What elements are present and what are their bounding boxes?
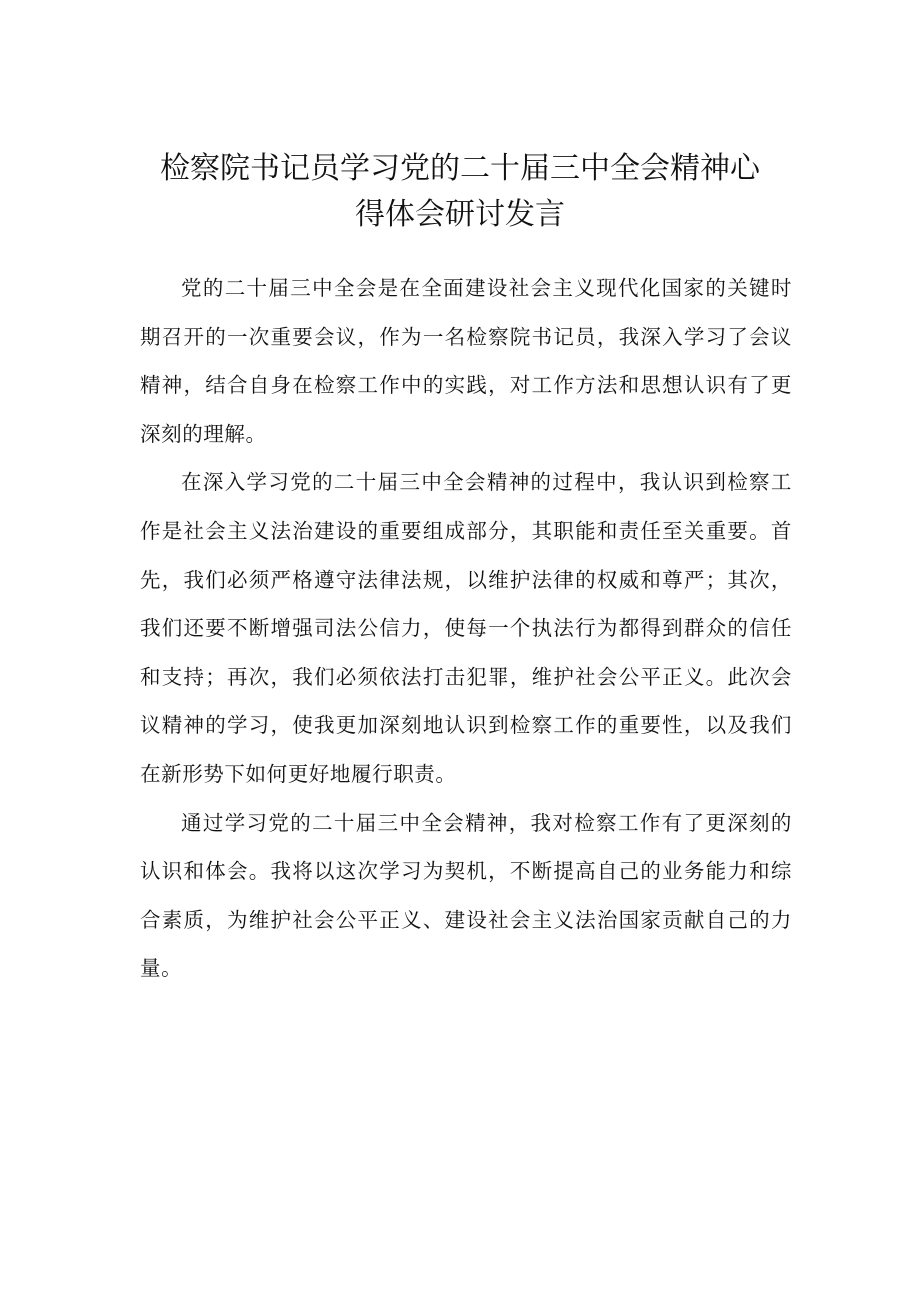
paragraph: 在深入学习党的二十届三中全会精神的过程中，我认识到检察工作是社会主义法治建设的重要组成部分，其职能和责任至关重要。首先，我们必须严格遵守法律法规，以维护法律的权威和尊严；其次，我们还要不断增强司法公信力，使每一个执法行为都得到群众的信任和支持；再次，我们必须依法打击犯罪，维护社会公平正义。此次会议精神的学习，使我更加深刻地认识到检察工作的重要性，以及我们在新形势下如何更好地履行职责。 bbox=[140, 470, 792, 786]
paragraph: 通过学习党的二十届三中全会精神，我对检察工作有了更深刻的认识和体会。我将以这次学习为契机，不断提高自己的业务能力和综合素质，为维护社会公平正义、建设社会主义法治国家贡献自己的力量。 bbox=[140, 810, 792, 981]
document-title bbox=[120, 146, 800, 238]
title-line-2: 得体会研讨发言 bbox=[355, 197, 565, 232]
paragraph: 党的二十届三中全会是在全面建设社会主义现代化国家的关键时期召开的一次重要会议，作为一名检察院书记员，我深入学习了会议精神，结合自身在检察工作中的实践，对工作方法和思想认识有了更深刻的理解。 bbox=[140, 276, 792, 446]
title-line-1: 检察院书记员学习党的二十届三中全会精神心 bbox=[160, 151, 760, 186]
document-body bbox=[140, 264, 792, 993]
